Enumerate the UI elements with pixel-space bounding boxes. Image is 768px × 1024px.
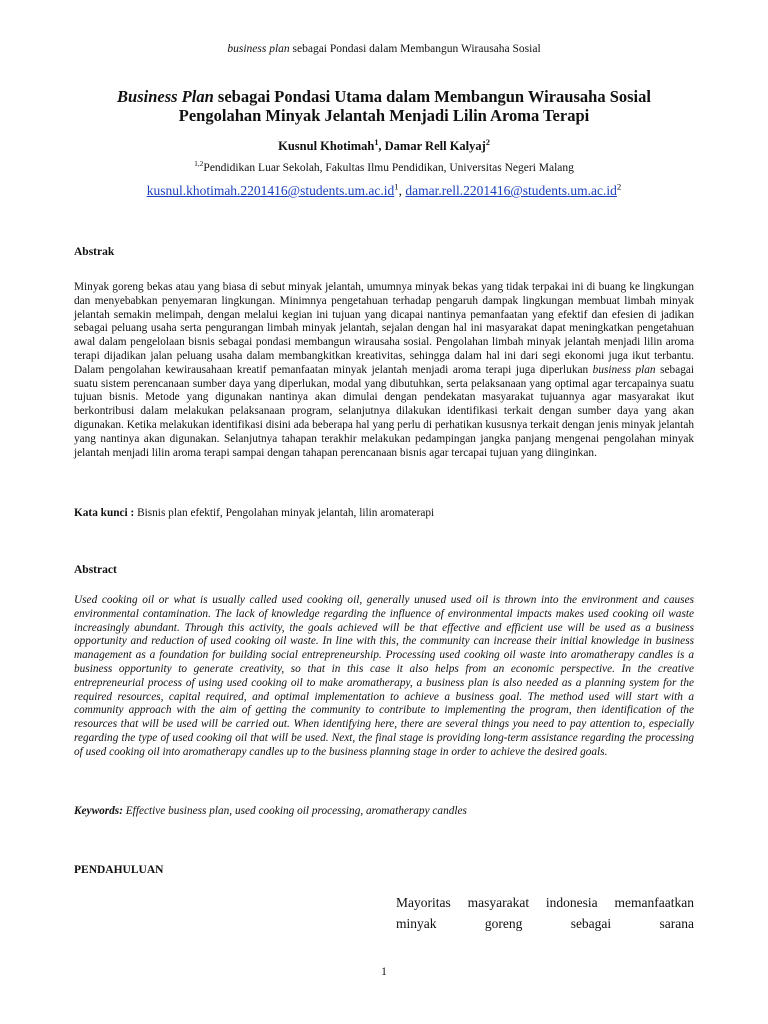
title-italic: Business Plan — [117, 87, 214, 106]
introduction-heading: PENDAHULUAN — [74, 864, 164, 876]
affiliation-sup: 1,2 — [194, 159, 204, 169]
abstrak-keywords-text: Bisnis plan efektif, Pengolahan minyak jelantah, lilin aromaterapi — [134, 507, 435, 519]
abstrak-keywords-label: Kata kunci : — [74, 507, 135, 519]
title-line-1 — [60, 87, 708, 106]
abstrak-body-part-1: Minyak goreng bekas atau yang biasa di sebut minyak jelantah, umumnya minyak bekas yang tidak terpakai ini di buang ke lingkungan dan menyebabkan penyemaran lingkungan. Minimnya pengetahuan terhadap pengaruh dampak lingkungan membuat limbah minyak jelantah semakin melimpah, dengan melalui kegian ini tujuan yang dicapai nantinya pemanfaatan yang efektif dan efesien di jadikan sebagai peluang usaha serta pengurangan limbah minyak jelantah, sejalan dengan hal ini masyarakat dapat meningkatkan pengetahuan awal dalam pengelolaan bisnis sebagai pondasi membangun wirausaha sosial. Pengolahan limbah minyak jelantah menjadi lilin aroma terapi dijadikan jalan peluang usaha dalam membangkitkan kreativitas, sehingga dalam hal ini dari segi ekonomi juga ikut terbantu. Dalam pengolahan kewirausahaan kreatif pemanfaatan minyak jelantah menjadi aroma terapi juga diperlukan — [74, 281, 694, 376]
email-separator: , — [398, 183, 406, 198]
abstrak-keywords — [74, 507, 694, 519]
author-1: Kusnul Khotimah — [278, 139, 375, 153]
abstrak-body-italic: business plan — [592, 363, 656, 376]
abstract-keywords-text: Effective business plan, used cooking oil processing, aromatherapy candles — [122, 805, 467, 817]
abstract-keywords — [74, 805, 694, 817]
email-1-sup: 1 — [394, 181, 399, 192]
page-number: 1 — [381, 966, 387, 978]
abstrak-body — [74, 281, 694, 460]
email-list — [0, 183, 768, 199]
running-header-italic: business plan — [227, 43, 290, 55]
introduction-text: Mayoritas masyarakat indonesia memanfaatkan minyak goreng sebagai sarana — [396, 895, 694, 931]
abstrak-body-part-2: sebagai suatu sistem perencanaan sumber daya yang diperlukan, modal yang dibutuhkan, serta pelaksanaan yang optimal agar tercapainya suatu tujuan bisnis. Metode yang digunakan nantinya akan dimulai dengan pendekatan masyarakat tujuannya agar masyarakat ikut berkontribusi dalam melakukan pelaksanaan program, selanjutnya dilakukan identifikasi terkait dengan sumber daya yang akan digunakan. Ketika melakukan identifikasi disini ada beberapa hal yang perlu di perhatikan kususnya terkait dengan jenis minyak jelantah yang nantinya akan digunakan. Selanjutnya tahapan terakhir melakukan pedampingan jangka panjang mengenai pengolahan minyak jelantah menjadi lilin aroma terapi sampai dengan tahapan perencanaan bisnis agar tercapai tujuan yang diinginkan. — [74, 363, 695, 459]
abstract-body: Used cooking oil or what is usually called used cooking oil, generally unused used oil is thrown into the environment and causes environmental contamination. The lack of knowledge regarding the influence of environmental impacts makes used cooking oil waste increasingly abundant. Through this activity, the goals achieved will be that effective and efficient use will be used as a business opportunity and reduction of used cooking oil waste. In line with this, the community can increase their initial knowledge in business management as a foundation for building social entrepreneurship. Processing used cooking oil waste into aromatherapy candles is a business opportunity to generate creativity, so that in this case it also helps from an economic perspective. In the creative entrepreneurial process of using used cooking oil to make aromatherapy, a business plan is also needed as a planning system for the required resources, capital required, and optimal implementation to achieve a business goal. The method used will start with a community approach with the aim of getting the community to contribute to implementing the program, then identification of the resources that will be used will be carried out. When identifying here, there are several things you need to pay attention to, especially regarding the type of used cooking oil that will be used. Next, the final stage is providing long-term assistance regarding the processing of used cooking oil into aromatherapy candles up to the business planning stage in order to achieve the desired goals. — [74, 594, 694, 758]
email-2-sup: 2 — [616, 181, 622, 192]
affiliation — [0, 159, 768, 174]
email-link-1[interactable]: kusnul.khotimah.2201416@students.um.ac.id — [146, 183, 395, 198]
author-separator: , — [378, 139, 385, 153]
author-list — [0, 139, 768, 154]
paper-title — [60, 87, 708, 125]
running-header-text: sebagai Pondasi dalam Membangun Wirausaha Sosial — [289, 43, 541, 55]
author-2: Damar Rell Kalyaj — [384, 139, 486, 153]
abstract-keywords-label: Keywords: — [74, 805, 123, 817]
email-link-2[interactable]: damar.rell.2201416@students.um.ac.id — [405, 183, 617, 198]
title-line-2: Pengolahan Minyak Jelantah Menjadi Lilin Aroma Terapi — [178, 106, 590, 125]
abstract-heading: Abstract — [74, 564, 117, 576]
running-header — [0, 43, 768, 55]
author-2-sup: 2 — [485, 137, 490, 147]
author-1-sup: 1 — [374, 137, 379, 147]
abstrak-heading: Abstrak — [74, 246, 115, 258]
title-line-1-text: sebagai Pondasi Utama dalam Membangun Wirausaha Sosial — [213, 87, 651, 106]
affiliation-text: Pendidikan Luar Sekolah, Fakultas Ilmu Pendidikan, Universitas Negeri Malang — [203, 162, 574, 174]
